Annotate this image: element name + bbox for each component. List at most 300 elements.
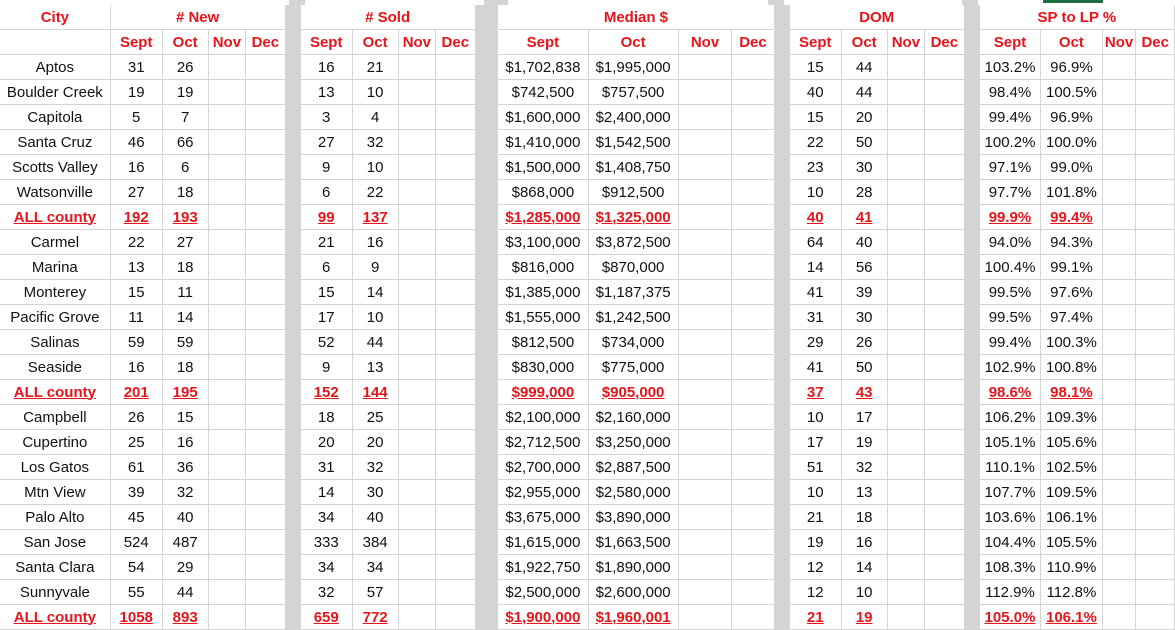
sp-cell[interactable]: 105.1% (979, 430, 1040, 455)
city-cell[interactable]: San Jose (0, 530, 110, 555)
empty-cell[interactable] (1102, 330, 1136, 355)
empty-cell[interactable] (398, 155, 436, 180)
empty-cell[interactable] (732, 505, 774, 530)
empty-cell[interactable] (436, 230, 475, 255)
city-cell[interactable]: Aptos (0, 55, 110, 80)
sp-cell[interactable]: 94.3% (1041, 230, 1102, 255)
empty-cell[interactable] (1102, 405, 1136, 430)
empty-cell[interactable] (1136, 380, 1175, 405)
empty-cell[interactable] (732, 580, 774, 605)
empty-cell[interactable] (1102, 355, 1136, 380)
median-cell[interactable]: $1,285,000 (498, 205, 588, 230)
empty-cell[interactable] (678, 430, 732, 455)
empty-cell[interactable] (732, 305, 774, 330)
sold-cell[interactable]: 13 (300, 80, 352, 105)
median-cell[interactable]: $2,955,000 (498, 480, 588, 505)
median-cell[interactable]: $1,408,750 (588, 155, 678, 180)
new-cell[interactable]: 59 (162, 330, 208, 355)
empty-cell[interactable] (208, 355, 246, 380)
empty-cell[interactable] (398, 430, 436, 455)
empty-cell[interactable] (208, 330, 246, 355)
empty-cell[interactable] (208, 455, 246, 480)
city-cell[interactable]: Sunnyvale (0, 580, 110, 605)
sp-cell[interactable]: 100.0% (1041, 130, 1102, 155)
empty-cell[interactable] (925, 580, 964, 605)
dom-cell[interactable]: 30 (841, 305, 887, 330)
sp-cell[interactable]: 110.9% (1041, 555, 1102, 580)
empty-cell[interactable] (208, 605, 246, 630)
new-cell[interactable]: 19 (162, 80, 208, 105)
sp-cell[interactable]: 97.6% (1041, 280, 1102, 305)
empty-cell[interactable] (1102, 505, 1136, 530)
empty-cell[interactable] (887, 55, 925, 80)
empty-cell[interactable] (887, 455, 925, 480)
empty-cell[interactable] (398, 355, 436, 380)
empty-cell[interactable] (678, 105, 732, 130)
empty-cell[interactable] (887, 405, 925, 430)
empty-cell[interactable] (208, 180, 246, 205)
empty-cell[interactable] (887, 430, 925, 455)
sp-cell[interactable]: 110.1% (979, 455, 1040, 480)
empty-cell[interactable] (436, 355, 475, 380)
sp-cell[interactable]: 106.1% (1041, 505, 1102, 530)
dom-cell[interactable]: 41 (789, 280, 841, 305)
empty-cell[interactable] (732, 155, 774, 180)
empty-cell[interactable] (732, 280, 774, 305)
new-cell[interactable]: 44 (162, 580, 208, 605)
empty-cell[interactable] (1102, 555, 1136, 580)
new-cell[interactable]: 5 (110, 105, 162, 130)
median-cell[interactable]: $2,600,000 (588, 580, 678, 605)
dom-cell[interactable]: 56 (841, 255, 887, 280)
dom-cell[interactable]: 50 (841, 355, 887, 380)
city-cell[interactable]: Campbell (0, 405, 110, 430)
sold-cell[interactable]: 17 (300, 305, 352, 330)
city-cell[interactable]: Capitola (0, 105, 110, 130)
sold-cell[interactable]: 32 (352, 130, 398, 155)
dom-cell[interactable]: 14 (789, 255, 841, 280)
empty-cell[interactable] (732, 430, 774, 455)
sold-cell[interactable]: 4 (352, 105, 398, 130)
median-cell[interactable]: $2,712,500 (498, 430, 588, 455)
empty-cell[interactable] (208, 155, 246, 180)
empty-cell[interactable] (925, 380, 964, 405)
new-cell[interactable]: 16 (162, 430, 208, 455)
empty-cell[interactable] (208, 530, 246, 555)
city-cell[interactable]: Scotts Valley (0, 155, 110, 180)
sp-cell[interactable]: 100.2% (979, 130, 1040, 155)
median-header[interactable]: Median $ (498, 5, 774, 30)
dom-cell[interactable]: 29 (789, 330, 841, 355)
month-header[interactable]: Oct (352, 30, 398, 55)
sp-cell[interactable]: 107.7% (979, 480, 1040, 505)
new-cell[interactable]: 14 (162, 305, 208, 330)
empty-cell[interactable] (732, 105, 774, 130)
empty-cell[interactable] (1102, 255, 1136, 280)
empty-cell[interactable] (732, 330, 774, 355)
dom-cell[interactable]: 40 (789, 80, 841, 105)
city-header[interactable]: City (0, 5, 110, 30)
empty-cell[interactable] (1102, 605, 1136, 630)
empty-cell[interactable] (1102, 480, 1136, 505)
sold-header[interactable]: # Sold (300, 5, 475, 30)
empty-cell[interactable] (1102, 55, 1136, 80)
dom-cell[interactable]: 22 (789, 130, 841, 155)
empty-cell[interactable] (1136, 505, 1175, 530)
empty-cell[interactable] (246, 430, 285, 455)
empty-cell[interactable] (887, 130, 925, 155)
city-cell[interactable]: Marina (0, 255, 110, 280)
new-cell[interactable]: 524 (110, 530, 162, 555)
empty-cell[interactable] (398, 480, 436, 505)
city-cell[interactable]: Pacific Grove (0, 305, 110, 330)
sold-cell[interactable]: 16 (352, 230, 398, 255)
median-cell[interactable]: $3,100,000 (498, 230, 588, 255)
empty-cell[interactable] (678, 280, 732, 305)
median-cell[interactable]: $775,000 (588, 355, 678, 380)
empty-cell[interactable] (398, 105, 436, 130)
month-header[interactable]: Sept (300, 30, 352, 55)
median-cell[interactable]: $1,900,000 (498, 605, 588, 630)
dom-cell[interactable]: 16 (841, 530, 887, 555)
city-cell[interactable]: ALL county (0, 605, 110, 630)
empty-cell[interactable] (887, 205, 925, 230)
empty-cell[interactable] (925, 80, 964, 105)
empty-cell[interactable] (678, 530, 732, 555)
sold-cell[interactable]: 32 (300, 580, 352, 605)
empty-cell[interactable] (208, 555, 246, 580)
median-cell[interactable]: $3,872,500 (588, 230, 678, 255)
dom-cell[interactable]: 10 (789, 405, 841, 430)
empty-cell[interactable] (246, 530, 285, 555)
empty-cell[interactable] (1102, 105, 1136, 130)
empty-cell[interactable] (246, 105, 285, 130)
sold-cell[interactable]: 13 (352, 355, 398, 380)
new-cell[interactable]: 59 (110, 330, 162, 355)
sold-cell[interactable]: 21 (352, 55, 398, 80)
sp-cell[interactable]: 94.0% (979, 230, 1040, 255)
sold-cell[interactable]: 659 (300, 605, 352, 630)
empty-cell[interactable] (1136, 430, 1175, 455)
empty-cell[interactable] (925, 480, 964, 505)
median-cell[interactable]: $1,960,001 (588, 605, 678, 630)
city-cell[interactable]: Mtn View (0, 480, 110, 505)
empty-cell[interactable] (887, 280, 925, 305)
month-header[interactable]: Sept (789, 30, 841, 55)
dom-cell[interactable]: 50 (841, 130, 887, 155)
sold-cell[interactable]: 40 (352, 505, 398, 530)
sold-cell[interactable]: 3 (300, 105, 352, 130)
empty-cell[interactable] (925, 355, 964, 380)
sold-cell[interactable]: 52 (300, 330, 352, 355)
new-cell[interactable]: 31 (110, 55, 162, 80)
empty-cell[interactable] (1136, 205, 1175, 230)
new-cell[interactable]: 192 (110, 205, 162, 230)
new-cell[interactable]: 46 (110, 130, 162, 155)
sold-cell[interactable]: 6 (300, 180, 352, 205)
sold-cell[interactable]: 144 (352, 380, 398, 405)
sold-cell[interactable]: 30 (352, 480, 398, 505)
sp-cell[interactable]: 101.8% (1041, 180, 1102, 205)
sold-cell[interactable]: 34 (352, 555, 398, 580)
empty-cell[interactable] (246, 130, 285, 155)
new-cell[interactable]: 16 (110, 355, 162, 380)
median-cell[interactable]: $1,242,500 (588, 305, 678, 330)
new-cell[interactable]: 61 (110, 455, 162, 480)
sold-cell[interactable]: 16 (300, 55, 352, 80)
empty-cell[interactable] (887, 255, 925, 280)
median-cell[interactable]: $1,600,000 (498, 105, 588, 130)
dom-cell[interactable]: 15 (789, 105, 841, 130)
city-cell[interactable]: ALL county (0, 205, 110, 230)
dom-cell[interactable]: 19 (789, 530, 841, 555)
empty-cell[interactable] (678, 230, 732, 255)
empty-cell[interactable] (887, 155, 925, 180)
new-cell[interactable]: 13 (110, 255, 162, 280)
sp-cell[interactable]: 98.6% (979, 380, 1040, 405)
sold-cell[interactable]: 57 (352, 580, 398, 605)
median-cell[interactable]: $2,887,500 (588, 455, 678, 480)
empty-cell[interactable] (678, 405, 732, 430)
month-header[interactable]: Oct (841, 30, 887, 55)
city-cell[interactable]: Santa Clara (0, 555, 110, 580)
dom-cell[interactable]: 19 (841, 430, 887, 455)
empty-cell[interactable] (925, 305, 964, 330)
sp-cell[interactable]: 97.4% (1041, 305, 1102, 330)
empty-cell[interactable] (246, 230, 285, 255)
new-cell[interactable]: 893 (162, 605, 208, 630)
empty-cell[interactable] (398, 555, 436, 580)
month-header[interactable]: Nov (208, 30, 246, 55)
empty-cell[interactable] (925, 280, 964, 305)
empty-cell[interactable] (887, 505, 925, 530)
empty-cell[interactable] (678, 80, 732, 105)
empty-cell[interactable] (208, 405, 246, 430)
sp-cell[interactable]: 97.7% (979, 180, 1040, 205)
sp-cell[interactable]: 98.1% (1041, 380, 1102, 405)
sold-cell[interactable]: 34 (300, 555, 352, 580)
empty-cell[interactable] (732, 130, 774, 155)
empty-cell[interactable] (1136, 280, 1175, 305)
month-header[interactable]: Sept (110, 30, 162, 55)
sp-cell[interactable]: 112.9% (979, 580, 1040, 605)
empty-cell[interactable] (678, 55, 732, 80)
empty-cell[interactable] (398, 255, 436, 280)
empty-cell[interactable] (436, 330, 475, 355)
sp-cell[interactable]: 104.4% (979, 530, 1040, 555)
empty-cell[interactable] (1136, 330, 1175, 355)
new-cell[interactable]: 487 (162, 530, 208, 555)
month-header[interactable]: Oct (1041, 30, 1102, 55)
empty-cell[interactable] (436, 255, 475, 280)
empty-cell[interactable] (208, 105, 246, 130)
dom-cell[interactable]: 31 (789, 305, 841, 330)
city-cell[interactable]: Santa Cruz (0, 130, 110, 155)
empty-cell[interactable] (1136, 180, 1175, 205)
median-cell[interactable]: $1,500,000 (498, 155, 588, 180)
median-cell[interactable]: $1,995,000 (588, 55, 678, 80)
median-cell[interactable]: $1,385,000 (498, 280, 588, 305)
empty-cell[interactable] (398, 605, 436, 630)
empty-cell[interactable] (246, 80, 285, 105)
empty-cell[interactable] (1136, 155, 1175, 180)
empty-cell[interactable] (436, 405, 475, 430)
dom-cell[interactable]: 40 (841, 230, 887, 255)
sp-cell[interactable]: 102.9% (979, 355, 1040, 380)
empty-cell[interactable] (925, 555, 964, 580)
median-cell[interactable]: $742,500 (498, 80, 588, 105)
empty-cell[interactable] (732, 555, 774, 580)
empty-cell[interactable] (436, 430, 475, 455)
empty-cell[interactable] (246, 480, 285, 505)
dom-cell[interactable]: 17 (789, 430, 841, 455)
sold-cell[interactable]: 10 (352, 80, 398, 105)
empty-cell[interactable] (436, 380, 475, 405)
median-cell[interactable]: $1,702,838 (498, 55, 588, 80)
new-cell[interactable]: 26 (162, 55, 208, 80)
month-header[interactable]: Dec (1136, 30, 1175, 55)
empty-cell[interactable] (678, 130, 732, 155)
empty-cell[interactable] (678, 155, 732, 180)
dom-cell[interactable]: 21 (789, 605, 841, 630)
dom-cell[interactable]: 44 (841, 55, 887, 80)
empty-cell[interactable] (398, 380, 436, 405)
empty-cell[interactable] (887, 480, 925, 505)
empty-cell[interactable] (887, 355, 925, 380)
empty-cell[interactable] (208, 55, 246, 80)
median-cell[interactable]: $870,000 (588, 255, 678, 280)
sp-cell[interactable]: 106.1% (1041, 605, 1102, 630)
dom-cell[interactable]: 43 (841, 380, 887, 405)
empty-cell[interactable] (732, 80, 774, 105)
empty-cell[interactable] (436, 505, 475, 530)
empty-cell[interactable] (678, 380, 732, 405)
empty-cell[interactable] (1102, 180, 1136, 205)
sp-header[interactable]: SP to LP % (979, 5, 1174, 30)
new-cell[interactable]: 36 (162, 455, 208, 480)
sold-cell[interactable]: 137 (352, 205, 398, 230)
empty-cell[interactable] (246, 55, 285, 80)
median-cell[interactable]: $2,500,000 (498, 580, 588, 605)
empty-cell[interactable] (246, 205, 285, 230)
empty-cell[interactable] (208, 280, 246, 305)
empty-cell[interactable] (678, 455, 732, 480)
new-header[interactable]: # New (110, 5, 285, 30)
median-cell[interactable]: $816,000 (498, 255, 588, 280)
empty-cell[interactable] (1102, 80, 1136, 105)
empty-cell[interactable] (1136, 130, 1175, 155)
sp-cell[interactable]: 99.4% (979, 105, 1040, 130)
sold-cell[interactable]: 20 (300, 430, 352, 455)
empty-cell[interactable] (678, 205, 732, 230)
dom-cell[interactable]: 41 (841, 205, 887, 230)
new-cell[interactable]: 26 (110, 405, 162, 430)
sp-cell[interactable]: 109.5% (1041, 480, 1102, 505)
sp-cell[interactable]: 96.9% (1041, 105, 1102, 130)
median-cell[interactable]: $1,187,375 (588, 280, 678, 305)
dom-cell[interactable]: 41 (789, 355, 841, 380)
empty-cell[interactable] (732, 205, 774, 230)
dom-cell[interactable]: 40 (789, 205, 841, 230)
empty-cell[interactable] (398, 405, 436, 430)
new-cell[interactable]: 29 (162, 555, 208, 580)
new-cell[interactable]: 11 (162, 280, 208, 305)
median-cell[interactable]: $912,500 (588, 180, 678, 205)
empty-cell[interactable] (1136, 455, 1175, 480)
month-header[interactable]: Oct (162, 30, 208, 55)
empty-cell[interactable] (1102, 530, 1136, 555)
empty-cell[interactable] (678, 355, 732, 380)
dom-cell[interactable]: 32 (841, 455, 887, 480)
median-cell[interactable]: $999,000 (498, 380, 588, 405)
empty-cell[interactable] (732, 255, 774, 280)
empty-cell[interactable] (887, 230, 925, 255)
empty-cell[interactable] (436, 180, 475, 205)
empty-cell[interactable] (398, 505, 436, 530)
empty-cell[interactable] (1102, 455, 1136, 480)
empty-cell[interactable] (246, 155, 285, 180)
empty-cell[interactable] (208, 505, 246, 530)
sold-cell[interactable]: 44 (352, 330, 398, 355)
sp-cell[interactable]: 96.9% (1041, 55, 1102, 80)
city-cell[interactable]: Monterey (0, 280, 110, 305)
sold-cell[interactable]: 18 (300, 405, 352, 430)
empty-cell[interactable] (678, 255, 732, 280)
dom-cell[interactable]: 37 (789, 380, 841, 405)
new-cell[interactable]: 193 (162, 205, 208, 230)
month-header[interactable]: Dec (436, 30, 475, 55)
empty-cell[interactable] (1102, 155, 1136, 180)
empty-cell[interactable] (246, 405, 285, 430)
empty-cell[interactable] (1136, 230, 1175, 255)
dom-cell[interactable]: 39 (841, 280, 887, 305)
median-cell[interactable]: $905,000 (588, 380, 678, 405)
new-cell[interactable]: 22 (110, 230, 162, 255)
dom-cell[interactable]: 18 (841, 505, 887, 530)
new-cell[interactable]: 15 (110, 280, 162, 305)
empty-cell[interactable] (398, 205, 436, 230)
empty-cell[interactable] (732, 530, 774, 555)
new-cell[interactable]: 45 (110, 505, 162, 530)
empty-cell[interactable] (732, 605, 774, 630)
sp-cell[interactable]: 98.4% (979, 80, 1040, 105)
median-cell[interactable]: $1,922,750 (498, 555, 588, 580)
empty-cell[interactable] (732, 480, 774, 505)
empty-cell[interactable] (732, 230, 774, 255)
empty-cell[interactable] (732, 180, 774, 205)
empty-cell[interactable] (887, 530, 925, 555)
new-cell[interactable]: 18 (162, 255, 208, 280)
median-cell[interactable]: $2,100,000 (498, 405, 588, 430)
new-cell[interactable]: 16 (110, 155, 162, 180)
empty-cell[interactable] (1102, 205, 1136, 230)
sp-cell[interactable]: 99.4% (1041, 205, 1102, 230)
sp-cell[interactable]: 105.6% (1041, 430, 1102, 455)
empty-cell[interactable] (887, 80, 925, 105)
month-header[interactable]: Dec (925, 30, 964, 55)
empty-cell[interactable] (925, 430, 964, 455)
sold-cell[interactable]: 14 (300, 480, 352, 505)
month-header[interactable]: Dec (246, 30, 285, 55)
month-header[interactable]: Nov (398, 30, 436, 55)
dom-cell[interactable]: 10 (841, 580, 887, 605)
new-cell[interactable]: 54 (110, 555, 162, 580)
empty-cell[interactable] (925, 205, 964, 230)
month-header[interactable]: Nov (887, 30, 925, 55)
sp-cell[interactable]: 108.3% (979, 555, 1040, 580)
sp-cell[interactable]: 99.4% (979, 330, 1040, 355)
empty-cell[interactable] (1136, 580, 1175, 605)
